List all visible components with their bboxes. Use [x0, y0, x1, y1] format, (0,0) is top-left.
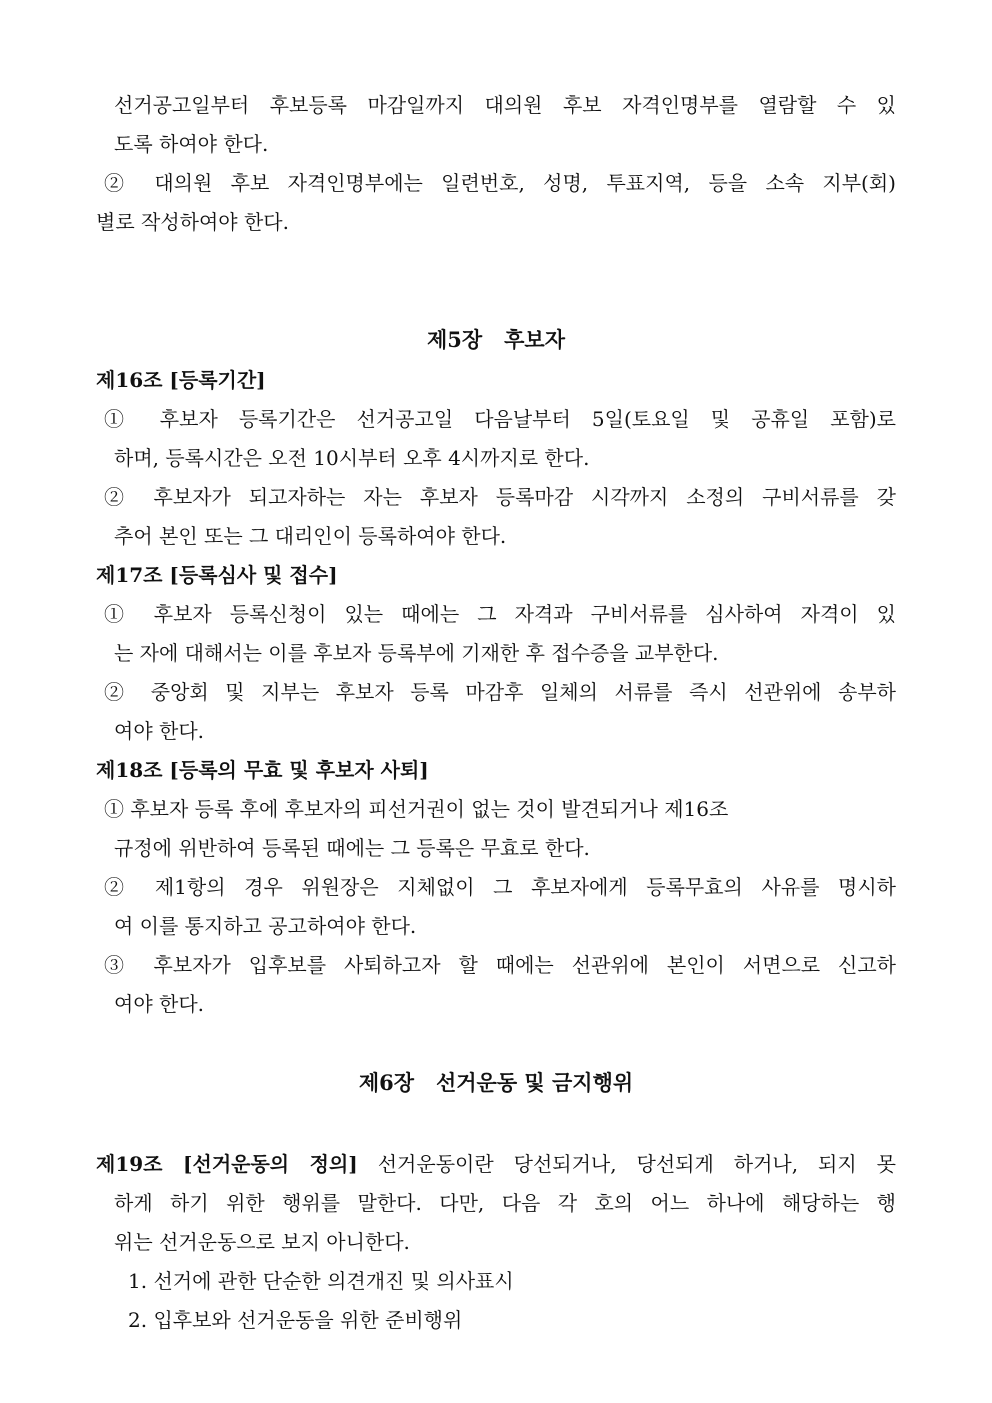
- paragraph-line: ② 제1항의 경우 위원장은 지체없이 그 후보자에게 등록무효의 사유를 명시하: [104, 875, 896, 899]
- chapter-title: 제5장 후보자: [427, 327, 565, 352]
- list-item: 1. 선거에 관한 단순한 의견개진 및 의사표시: [128, 1269, 514, 1293]
- paragraph-line: 여 이를 통지하고 공고하여야 한다.: [114, 914, 417, 938]
- paragraph-line: 는 자에 대해서는 이를 후보자 등록부에 기재한 후 접수증을 교부한다.: [114, 641, 719, 665]
- article-heading: 제18조 [등록의 무효 및 후보자 사퇴]: [96, 758, 429, 782]
- paragraph-line: 별로 작성하여야 한다.: [96, 210, 289, 234]
- paragraph-line: 도록 하여야 한다.: [114, 132, 269, 156]
- paragraph-line: 하게 하기 위한 행위를 말한다. 다만, 다음 각 호의 어느 하나에 해당하는 행: [114, 1191, 896, 1215]
- paragraph-line: ③ 후보자가 입후보를 사퇴하고자 할 때에는 선관위에 본인이 서면으로 신고하: [104, 953, 896, 977]
- paragraph-text: 선거운동이란 당선되거나, 당선되게 하거나, 되지 못: [357, 1152, 896, 1176]
- article-heading: 제16조 [등록기간]: [96, 368, 266, 392]
- paragraph-line: ① 후보자 등록신청이 있는 때에는 그 자격과 구비서류를 심사하여 자격이 있: [104, 602, 896, 626]
- paragraph-line: ② 중앙회 및 지부는 후보자 등록 마감후 일체의 서류를 즉시 선관위에 송부하: [104, 680, 896, 704]
- paragraph-line: ① 후보자 등록기간은 선거공고일 다음날부터 5일(토요일 및 공휴일 포함)로: [104, 407, 897, 431]
- paragraph-line: 하며, 등록시간은 오전 10시부터 오후 4시까지로 한다.: [114, 446, 590, 470]
- paragraph-line: 위는 선거운동으로 보지 아니한다.: [114, 1230, 410, 1254]
- article-heading: 제17조 [등록심사 및 접수]: [96, 563, 338, 587]
- chapter-title: 제6장 선거운동 및 금지행위: [358, 1070, 634, 1095]
- paragraph-line: 여야 한다.: [114, 719, 204, 743]
- paragraph-line: 규정에 위반하여 등록된 때에는 그 등록은 무효로 한다.: [114, 836, 590, 860]
- paragraph-line: ① 후보자 등록 후에 후보자의 피선거권이 없는 것이 발견되거나 제16조: [104, 797, 729, 821]
- paragraph-line: ② 대의원 후보 자격인명부에는 일련번호, 성명, 투표지역, 등을 소속 지부(회): [104, 171, 896, 195]
- paragraph-line: 여야 한다.: [114, 992, 204, 1016]
- paragraph-line: ② 후보자가 되고자하는 자는 후보자 등록마감 시각까지 소정의 구비서류를 갖: [104, 485, 896, 509]
- paragraph-line: 추어 본인 또는 그 대리인이 등록하여야 한다.: [114, 524, 507, 548]
- article-first-line: [96, 1149, 896, 1179]
- article-heading: 제19조 [선거운동의 정의]: [96, 1152, 358, 1176]
- paragraph-line: 선거공고일부터 후보등록 마감일까지 대의원 후보 자격인명부를 열람할 수 있: [114, 93, 896, 117]
- list-item: 2. 입후보와 선거운동을 위한 준비행위: [128, 1308, 463, 1332]
